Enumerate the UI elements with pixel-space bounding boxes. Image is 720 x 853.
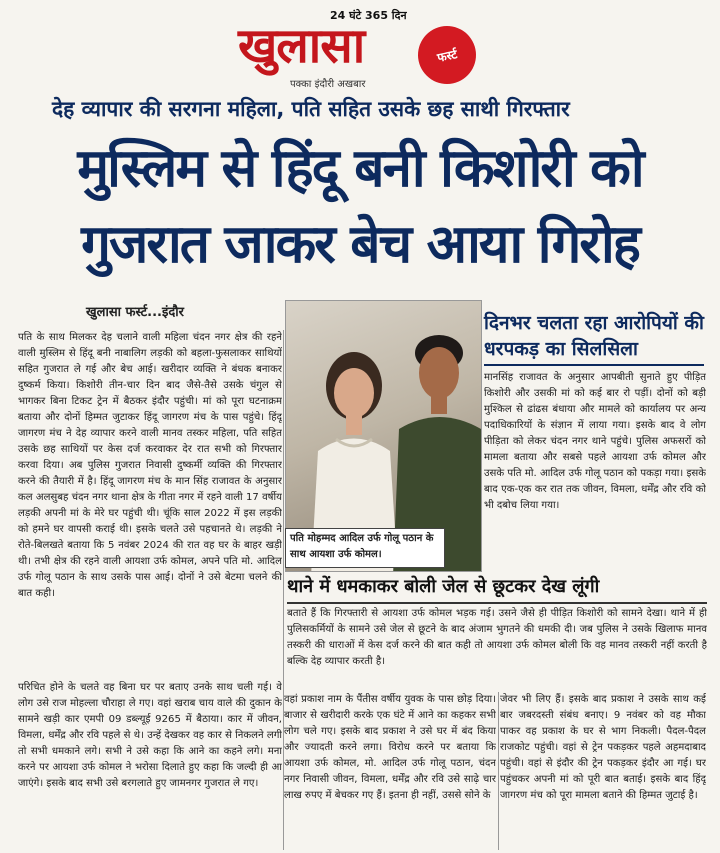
body-column-right: जेवर भी लिए हैं। इसके बाद प्रकाश ने उसके साथ कई बार जबरदस्ती संबंध बनाए। 9 नवंबर को वह मौका पाकर वह प्रकाश के घर से भाग निकली। पैदल-पैदल राजकोट पहुंची। वहां से ट्रेन पकड़कर पहले अहमदाबाद पहुंची। वहां से इंदौर की ट्रेन पकड़कर इंदौर आ गई। घर पहुंचकर अपनी मां को पूरी बात बताई। इसके बाद हिंदू जागरण मंच को पूरा मामला बताने की हिम्मत जुटाई है। [500,694,706,801]
headline-line-2: गुजरात जाकर बेच आया गिरोह [81,214,639,275]
masthead-logo: खुलासा [238,18,365,74]
headline-line-1: मुस्लिम से हिंदू बनी किशोरी को [77,138,643,199]
subheading: थाने में धमकाकर बोली जेल से छूटकर देख लूंगी [287,574,707,604]
side-story-title: दिनभर चलता रहा आरोपियों की धरपकड़ का सिलसिला [484,312,704,360]
column-divider [498,692,499,850]
body-column-left: पति के साथ मिलकर देह चलाने वाली महिला चंदन नगर क्षेत्र की रहने वाली मुस्लिम से हिंदू बनी नाबालिग लड़की को बहला-फुसलाकर साथियों सहित गुजरात ले गई और बेच आई। खरीदार व्यक्ति ने बंधक बनाकर दुष्कर्म किया। किशोरी तीन-चार दिन बाद जैसे-तैसे उसके चंगुल से भागकर बिना टिकट ट्रेन में बैठकर इंदौर पहुंची। मां को पूरा घटनाक्रम बताया और दोनों हिम्मत जुटाकर हिंदू जागरण मंच के पास पहुंचे। हिंदू जागरण मंच ने देह व्यापार करने वाली मानव तस्कर महिला, पति सहित उसके छह साथियों पर केस दर्ज करवाकर देर रात सभी को गिरफ्तार करवा दिया। अब पुलिस गुजरात निवासी दुष्कर्मी व्यक्ति की गिरफ्तार करने की तैयारी में है। हिंदू जागरण मंच के मान सिंह राजावत के अनुसार कल अलसुबह चंदन नगर थाना क्षेत्र के गीता नगर में रहने वाली 17 वर्षीय लड़की अपनी मां के मेरे घर पहुंची थी। चूंकि साल 2022 में इस लड़की को हमने घर वापसी कराई थी। इसके चलते उसे पहचानते थे। लड़की ने रोते-बिलखते बताया कि 5 नवंबर 2024 की रात वह घर के बाहर खड़ी थी। तभी क्षेत्र की रहने वाली आयशा उर्फ कोमल, अपने पति मो. आदिल उर्फ गोलू पठान के साथ उसके पास आई। दोनों ने उसे बेटमा चलने की बात कही। [18,332,282,599]
side-story-text: मानसिंह राजावत के अनुसार आपबीती सुनाते हुए पीड़ित किशोरी और उसकी मां को कई बार रो पड़ीं। दोनों को बड़ी मुश्किल से ढांढस बंधाया और मामले को कार्यालय पर अन्य पदाधिकारियों के संज्ञान में लाया गया। इसके बाद वे लोग पीड़िता को लेकर चंदन नगर थाने पहुंचे। पुलिस अफसरों को मामला बताया और सबसे पहले आयशा उर्फ कोमल और उसके पति मो. आदिल उर्फ गोलू पठान को पकड़ा गया। इसके बाद एक-एक कर रात तक जीवन, विमला, धर्मेंद्र और रवि को भी दबोच लिया गया। [484,372,706,511]
byline: खुलासा फर्स्ट...इंदौर [86,305,184,320]
column-divider [283,330,284,850]
masthead-badge: फर्स्ट [413,21,482,90]
masthead-subtitle: पक्का इंदौरी अखबार [290,79,366,90]
masthead-tagline: 24 घंटे 365 दिन [330,9,407,22]
photo-caption: पति मोहम्मद आदिल उर्फ गोलू पठान के साथ आयशा उर्फ कोमल। [285,528,445,568]
body-column-middle: वहां प्रकाश नाम के पैंतीस वर्षीय युवक के पास छोड़ दिया। बाजार से खरीदारी करके एक घंटे में आने का कहकर सभी लोग चले गए। इसके बाद प्रकाश ने उसे घर में बंद किया और ज्यादती करने लगा। विरोध करने पर बताया कि आयशा उर्फ कोमल, मो. आदिल उर्फ गोलू पठान, चंदन नगर निवासी जीवन, विमला, धर्मेंद्र और रवि उसे साढ़े चार लाख रुपए में बेचकर गए हैं। इतना ही नहीं, उससे सोने के [284,694,496,801]
subheading-text: बताते हैं कि गिरफ्तारी से आयशा उर्फ कोमल भड़क गई। उसने जैसे ही पीड़ित किशोरी को सामने देखा। थाने में ही पुलिसकर्मियों के सामने उसे जेल से छूटने के बाद अंजाम भुगतने की धमकी दी। जब पुलिस ने उसके खिलाफ मानव तस्करी की धाराओं में केस दर्ज करने की बात कही तो आयशा उर्फ कोमल बोली कि वह मानव तस्करी नहीं करती है बल्कि देह व्यापार करती है। [287,608,707,667]
divider [484,364,704,366]
body-column-left-continued: परिचित होने के चलते वह बिना घर पर बताए उनके साथ चली गई। वे लोग उसे राज मोहल्ला चौराहा ले गए। वहां खराब चाय वाले की दुकान के सामने खड़ी कार एमपी 09 डब्ल्यूई 9265 में बैठाया। कार में जीवन, विमला, धर्मेंद्र और रवि पहले से थे। उन्हें देखकर वह कार से निकलने लगी तो सभी धमकाने लगे। सभी ने उसे कहा कि आने का कहने लगे। मना करने पर आयशा उर्फ कोमल ने भरोसा दिलाते हुए कहा कि जल्दी ही आ जाएंगे। इसके बाद सभी उसे बरगलाते हुए जामनगर गुजरात ले गए। [18,682,282,789]
article-kicker: देह व्यापार की सरगना महिला, पति सहित उसके छह साथी गिरफ्तार [52,97,570,121]
